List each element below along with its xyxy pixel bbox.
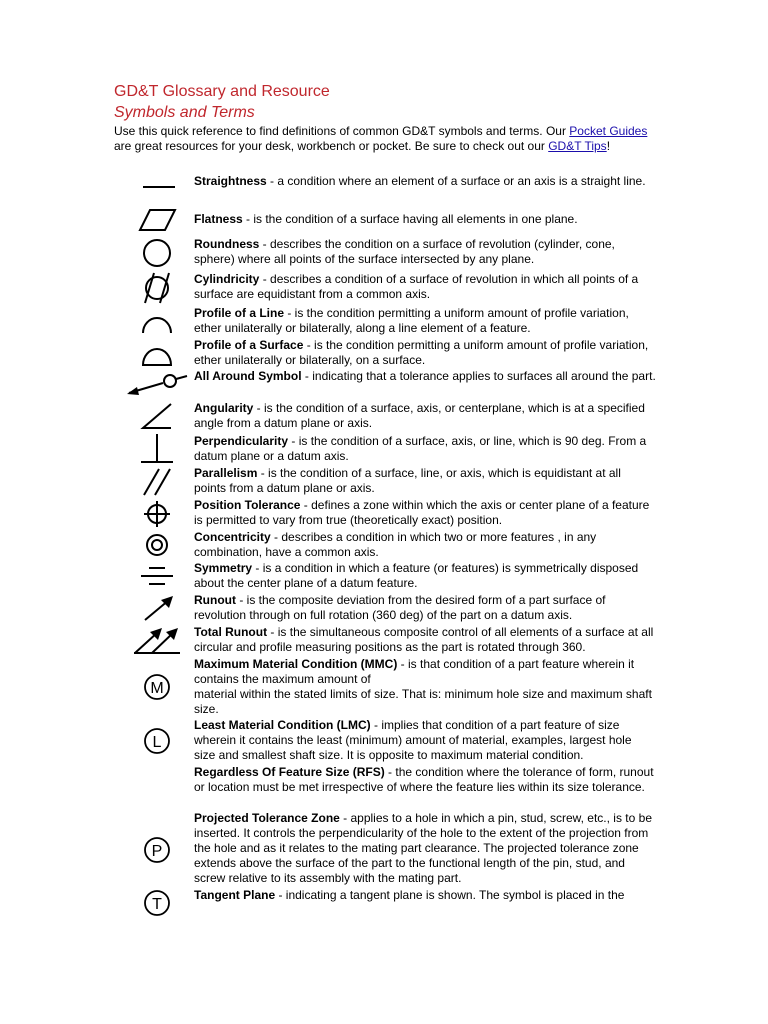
position-icon (125, 499, 189, 529)
roundness-icon (125, 236, 189, 270)
symmetry-icon (125, 562, 189, 590)
term: Profile of a Surface (194, 338, 304, 352)
definition: - applies to a hole in which a pin, stud, screw, etc., is to be inserted. It controls the perpendicularity of the hole to the extent of the projection from the hole and as it relates to the mating part clearance. The projected tolerance zone extends above the surface of the part to the functional length of the pin, stud, and screw relative to its assembly with the mating part. (194, 811, 652, 885)
glossary-entry-concentricity (194, 530, 656, 560)
glossary-entry-tangent-plane (194, 888, 656, 903)
glossary-entry-perpendicularity (194, 434, 656, 464)
definition: - is the condition of a surface having all elements in one plane. (242, 212, 578, 226)
term: All Around Symbol (194, 369, 302, 383)
glossary-entry-roundness (194, 237, 656, 267)
all-around-icon (125, 369, 189, 399)
pocket-guides-link[interactable]: Pocket Guides (569, 124, 648, 138)
definition: - is that condition of a part feature wherein it contains the maximum amount of (194, 657, 635, 686)
intro-text: ! (606, 139, 611, 153)
term: Least Material Condition (LMC) (194, 718, 371, 732)
straightness-icon (125, 176, 189, 196)
profile-surface-icon (125, 338, 189, 370)
lmc-letter: L (152, 734, 162, 751)
page-title: GD&T Glossary and Resource (114, 83, 330, 100)
term: Concentricity (194, 530, 271, 544)
term: Position Tolerance (194, 498, 301, 512)
concentricity-icon (125, 530, 189, 560)
definition: - is the composite deviation from the desired form of a part surface of revolution through on full rotation (360 deg) of the part on a datum axis. (194, 593, 606, 622)
mmc-letter: M (150, 680, 164, 697)
definition: - indicating a tangent plane is shown. The symbol is placed in the (275, 888, 625, 902)
term: Regardless Of Feature Size (RFS) (194, 765, 385, 779)
definition: - is the condition permitting a uniform amount of profile variation, ether unilaterally or bilaterally, on a surface. (194, 338, 649, 367)
glossary-entry-profile-line (194, 306, 656, 336)
glossary-entry-symmetry (194, 561, 656, 591)
term: Profile of a Line (194, 306, 285, 320)
term: Flatness (194, 212, 243, 226)
term: Projected Tolerance Zone (194, 811, 340, 825)
term: Total Runout (194, 625, 268, 639)
glossary-entry-straightness (194, 174, 656, 189)
profile-line-icon (125, 306, 189, 336)
term: Tangent Plane (194, 888, 276, 902)
flatness-icon (125, 207, 189, 233)
glossary-entry-rfs (194, 765, 656, 795)
definition: - defines a zone within which the axis or center plane of a feature is permitted to vary from true (theoretically exact) position. (194, 498, 650, 527)
definition: - implies that condition of a part feature of size wherein it contains the least (minimum) amount of material, examples, largest hole size and smallest shaft size. It is opposite to maximum material condition. (194, 718, 632, 762)
glossary-entry-total-runout (194, 625, 656, 655)
term: Symmetry (194, 561, 253, 575)
definition: - describes the condition on a surface of revolution (cylinder, cone, sphere) where all points of the surface intersected by any plane. (194, 237, 615, 266)
mmc-icon (125, 672, 189, 702)
term: Parallelism (194, 466, 258, 480)
total-runout-icon (125, 624, 189, 656)
gdt-tips-link[interactable]: GD&T Tips (548, 139, 607, 153)
definition-continued: material within the stated limits of size. That is: minimum hole size and maximum shaft size. (194, 687, 652, 716)
term: Straightness (194, 174, 267, 188)
definition: - describes a condition in which two or more features , in any combination, have a common axis. (194, 530, 597, 559)
definition: - is the condition of a surface, line, or axis, which is equidistant at all points from a datum plane or axis. (194, 466, 621, 495)
glossary-entry-profile-surface (194, 338, 656, 368)
page-subtitle: Symbols and Terms (114, 104, 255, 121)
definition: - is the condition of a surface, axis, or line, which is 90 deg. From a datum plane or a datum axis. (194, 434, 647, 463)
runout-icon (125, 592, 189, 624)
glossary-entry-position (194, 498, 656, 528)
glossary-entry-projected-tolerance (194, 811, 656, 886)
glossary-entry-all-around (194, 369, 656, 384)
glossary-entry-mmc (194, 657, 656, 717)
term: Runout (194, 593, 236, 607)
definition: - describes a condition of a surface of revolution in which all points of a surface are equidistant from a common axis. (194, 272, 639, 301)
intro-text: are great resources for your desk, workbench or pocket. Be sure to check out our (114, 139, 549, 153)
glossary-entry-parallelism (194, 466, 656, 496)
intro-text: Use this quick reference to find definitions of common GD&T symbols and terms. Our (114, 124, 570, 138)
term: Perpendicularity (194, 434, 289, 448)
intro-paragraph (114, 124, 659, 154)
glossary-entry-cylindricity (194, 272, 656, 302)
glossary-entry-lmc (194, 718, 656, 763)
definition: - is the condition of a surface, axis, or centerplane, which is at a specified angle from a datum plane or axis. (194, 401, 645, 430)
definition: - the condition where the tolerance of form, runout or location must be met irrespective of where the feature lies within its size tolerance. (194, 765, 654, 794)
glossary-entry-angularity (194, 401, 656, 431)
glossary-entry-runout (194, 593, 656, 623)
parallelism-icon (125, 466, 189, 498)
projected-tolerance-icon (125, 835, 189, 865)
glossary-entry-flatness (194, 212, 656, 227)
lmc-icon (125, 726, 189, 756)
angularity-icon (125, 400, 189, 432)
perpendicularity-icon (125, 432, 189, 466)
cylindricity-icon (125, 270, 189, 306)
term: Maximum Material Condition (MMC) (194, 657, 398, 671)
tangent-plane-letter: T (152, 896, 162, 913)
definition: - a condition where an element of a surface or an axis is a straight line. (266, 174, 646, 188)
term: Cylindricity (194, 272, 260, 286)
tangent-plane-icon (125, 888, 189, 918)
definition: - is the condition permitting a uniform amount of profile variation, ether unilaterally or bilaterally, along a line element of a feature. (194, 306, 629, 335)
definition: - is the simultaneous composite control of all elements of a surface at all circular and profile measuring positions as the part is rotated through 360. (194, 625, 654, 654)
term: Angularity (194, 401, 254, 415)
definition: - is a condition in which a feature (or features) is symmetrically disposed about the center plane of a datum feature. (194, 561, 639, 590)
projected-tolerance-letter: P (151, 843, 163, 860)
term: Roundness (194, 237, 260, 251)
definition: - indicating that a tolerance applies to surfaces all around the part. (301, 369, 656, 383)
